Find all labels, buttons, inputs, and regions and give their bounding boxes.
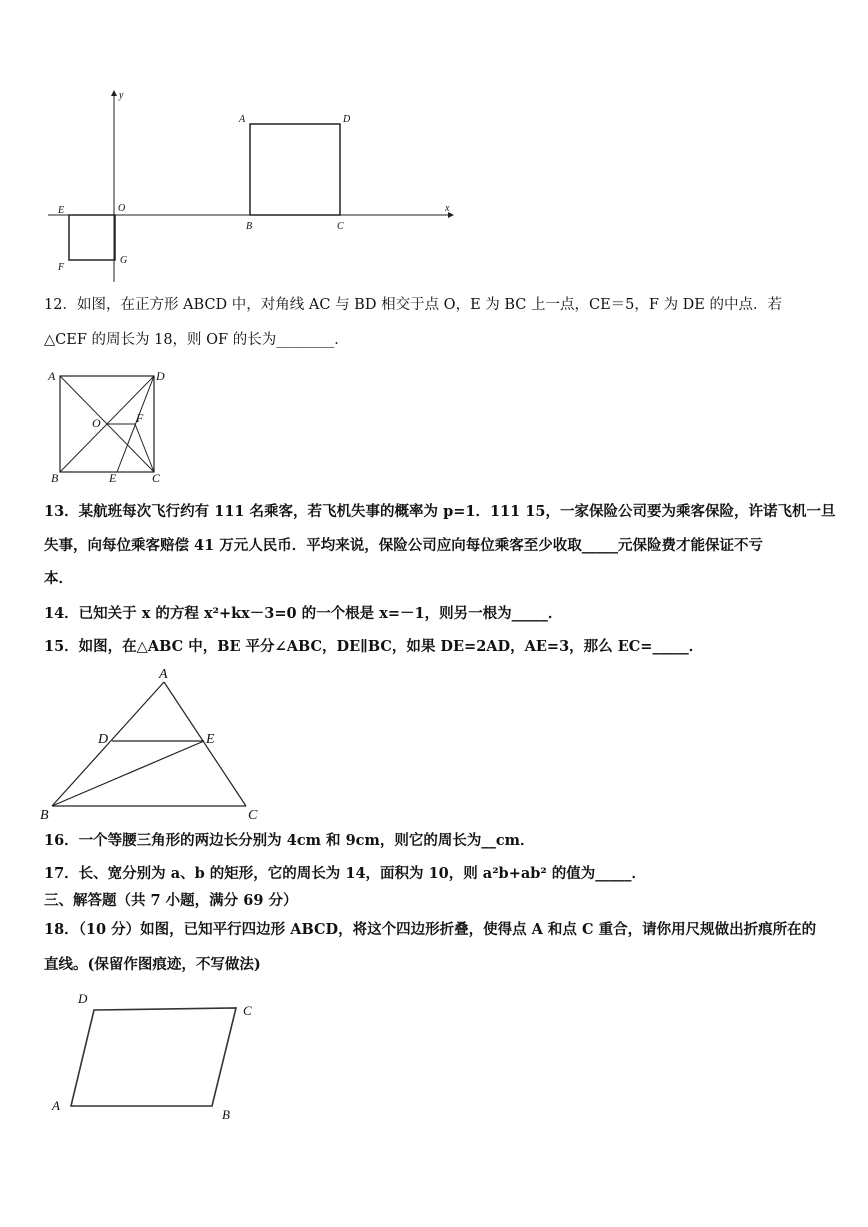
label-d: D — [78, 991, 88, 1006]
label-a: A — [52, 1098, 60, 1113]
label-b: B — [246, 221, 253, 232]
label-b: B — [222, 1107, 230, 1122]
label-o: O — [92, 416, 101, 430]
question-17-line-1: 17．长、宽分别为 a、b 的矩形，它的周长为 14，面积为 10，则 a²b+ab² 的值为_____． — [44, 865, 647, 882]
label-b: B — [51, 471, 59, 484]
segment-be — [52, 741, 204, 806]
question-18-line-2: 直线。(保留作图痕迹，不写做法) — [44, 956, 261, 973]
label-a: A — [48, 369, 56, 383]
label-a: A — [159, 667, 168, 682]
y-axis-arrow — [111, 90, 117, 96]
label-d: D — [343, 114, 351, 125]
parallelogram-abcd — [71, 1008, 236, 1106]
label-x: x — [445, 203, 450, 214]
question-13-line-2: 失事，向每位乘客赔偿 41 万元人民币．平均来说，保险公司应向每位乘客至少收取_____元保险费才能保证不亏 — [44, 537, 764, 554]
segment-fc — [135, 424, 154, 472]
square-diagonal-figure — [44, 366, 174, 484]
question-16-line-1: 16．一个等腰三角形的两边长分别为 4cm 和 9cm，则它的周长为__cm． — [44, 832, 535, 849]
coordinate-figure — [40, 86, 460, 286]
section-3-title: 三、解答题（共 7 小题，满分 69 分） — [44, 892, 298, 909]
label-c: C — [337, 221, 344, 232]
label-o: O — [118, 203, 126, 214]
label-e: E — [109, 471, 117, 484]
label-c: C — [243, 1003, 252, 1018]
label-a: A — [239, 114, 246, 125]
question-18-line-1: 18．（10 分）如图，已知平行四边形 ABCD，将这个四边形折叠，使得点 A 和点 C 重合，请你用尺规做出折痕所在的 — [44, 921, 817, 938]
triangle-figure — [38, 664, 268, 822]
label-d: D — [156, 369, 165, 383]
question-12-line-2: △CEF 的周长为 18，则 OF 的长为________． — [44, 332, 349, 348]
square-efgo — [69, 215, 115, 260]
label-c: C — [152, 471, 161, 484]
question-12-line-1: 12．如图，在正方形 ABCD 中，对角线 AC 与 BD 相交于点 O，E 为 BC 上一点，CE＝5，F 为 DE 的中点．若 — [44, 297, 782, 313]
label-d: D — [98, 732, 109, 747]
label-f: F — [136, 411, 144, 425]
label-f: F — [58, 262, 65, 273]
side-ac — [164, 682, 246, 806]
question-13-line-1: 13．某航班每次飞行约有 111 名乘客，若飞机失事的概率为 p=1．111 15，一家保险公司要为乘客保险，许诺飞机一旦 — [44, 503, 836, 520]
label-g: G — [120, 255, 128, 266]
label-e: E — [58, 205, 65, 216]
label-b: B — [40, 808, 49, 822]
label-c: C — [248, 808, 258, 822]
question-14-line-1: 14．已知关于 x 的方程 x²+kx－3=0 的一个根是 x=－1，则另一根为_____． — [44, 605, 563, 622]
parallelogram-figure — [46, 986, 276, 1126]
square-abcd — [250, 124, 340, 215]
label-e: E — [206, 732, 215, 747]
question-15-line-1: 15．如图，在△ABC 中，BE 平分∠ABC，DE∥BC，如果 DE=2AD，AE=3，那么 EC=_____． — [44, 638, 704, 655]
label-y: y — [119, 90, 124, 101]
question-13-line-3: 本． — [44, 570, 73, 587]
